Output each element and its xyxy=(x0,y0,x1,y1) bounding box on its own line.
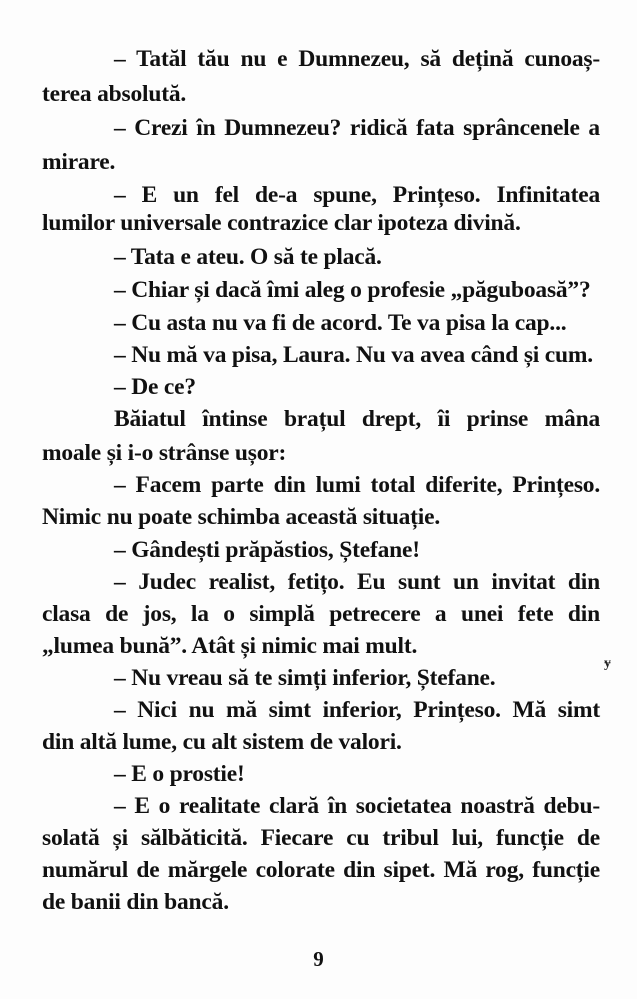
text-line: – Cu asta nu va fi de acord. Te va pisa la cap... xyxy=(114,310,567,336)
text-line: – E o prostie! xyxy=(114,761,245,787)
text-line: – Gândești prăpăstios, Ștefane! xyxy=(114,537,420,563)
text-line: terea absolută. xyxy=(42,81,187,107)
text-line: „lumea bună”. Atât și nimic mai mult. xyxy=(42,633,418,659)
text-line: – De ce? xyxy=(114,374,196,400)
text-line: lumilor universale contrazice clar ipoteza divină. xyxy=(42,210,521,236)
text-line: – Nici nu mă simt inferior, Prințeso. Mă simt xyxy=(114,697,600,723)
text-line: din altă lume, cu alt sistem de valori. xyxy=(42,729,402,755)
text-line: – Tatăl tău nu e Dumnezeu, să dețină cunoaș- xyxy=(114,46,600,72)
text-line: – Crezi în Dumnezeu? ridică fata sprâncenele a xyxy=(114,115,600,141)
text-line: – E o realitate clară în societatea noastră debu- xyxy=(114,793,600,819)
text-line: – Facem parte din lumi total diferite, Prințeso. xyxy=(114,472,600,498)
text-line: solată și sălbăticită. Fiecare cu tribul lui, funcție de xyxy=(42,825,600,851)
text-line: Băiatul întinse brațul drept, îi prinse mâna xyxy=(114,406,600,432)
text-line: – Tata e ateu. O să te placă. xyxy=(114,244,382,270)
text-line: numărul de mărgele colorate din sipet. Mă rog, funcție xyxy=(42,857,600,883)
text-line: – Judec realist, fetițo. Eu sunt un invitat din xyxy=(114,569,600,595)
text-line: – E un fel de-a spune, Prințeso. Infinitatea xyxy=(114,182,600,208)
stray-ink-mark: ɏ xyxy=(604,656,611,671)
text-line: mirare. xyxy=(42,149,116,175)
text-line: – Chiar și dacă îmi aleg o profesie „păguboasă”? xyxy=(114,277,591,303)
page-number: 9 xyxy=(313,947,324,971)
text-line: de banii din bancă. xyxy=(42,889,229,915)
text-line: – Nu vreau să te simți inferior, Ștefane. xyxy=(114,665,496,691)
text-line: moale și i-o strânse ușor: xyxy=(42,440,287,466)
text-line: Nimic nu poate schimba această situație. xyxy=(42,504,441,530)
text-line: clasa de jos, la o simplă petrecere a unei fete din xyxy=(42,601,600,627)
text-line: – Nu mă va pisa, Laura. Nu va avea când și cum. xyxy=(114,342,593,368)
